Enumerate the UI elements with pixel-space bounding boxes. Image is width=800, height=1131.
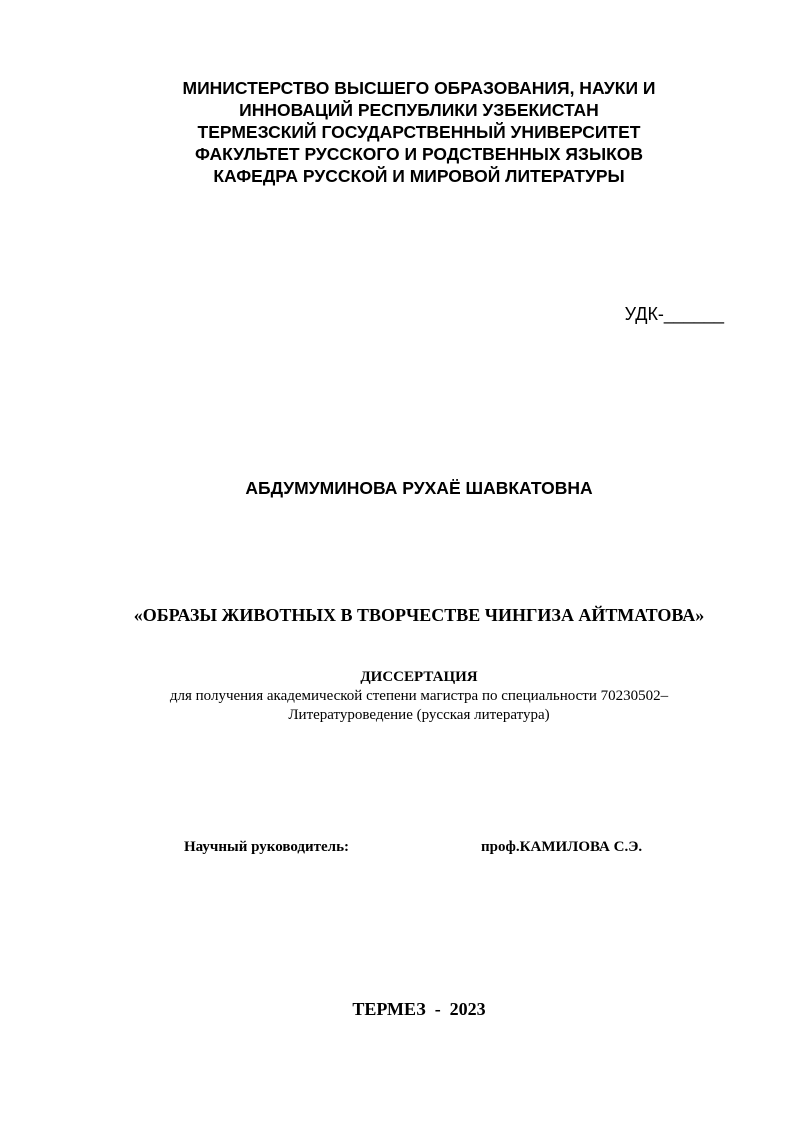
supervisor-name: проф.КАМИЛОВА С.Э. [481,839,643,855]
header-line-university: ТЕРМЕЗСКИЙ ГОСУДАРСТВЕННЫЙ УНИВЕРСИТЕТ [197,122,641,142]
header-line-faculty: ФАКУЛЬТЕТ РУССКОГО И РОДСТВЕННЫХ ЯЗЫКОВ [194,144,644,164]
udk-code: УДК-______ [624,304,724,324]
supervisor-label: Научный руководитель: [184,839,349,855]
institution-header [0,77,800,187]
city-year-footer: ТЕРМЕЗ - 2023 [352,999,486,1019]
dissertation-label: ДИССЕРТАЦИЯ [360,669,478,685]
author-name: АБДУМУМИНОВА РУХАЁ ШАВКАТОВНА [245,478,593,498]
dissertation-title: «ОБРАЗЫ ЖИВОТНЫХ В ТВОРЧЕСТВЕ ЧИНГИЗА АЙТМАТОВА» [133,605,705,625]
dissertation-degree-line-2: Литературоведение (русская литература) [288,707,550,723]
header-line-department: КАФЕДРА РУССКОЙ И МИРОВОЙ ЛИТЕРАТУРЫ [213,166,625,186]
header-line-ministry-2: ИННОВАЦИЙ РЕСПУБЛИКИ УЗБЕКИСТАН [239,100,599,120]
dissertation-degree-line-1: для получения академической степени магистра по специальности 70230502– [169,688,669,704]
dissertation-block [0,667,800,725]
header-line-ministry-1: МИНИСТЕРСТВО ВЫСШЕГО ОБРАЗОВАНИЯ, НАУКИ И [182,78,656,98]
